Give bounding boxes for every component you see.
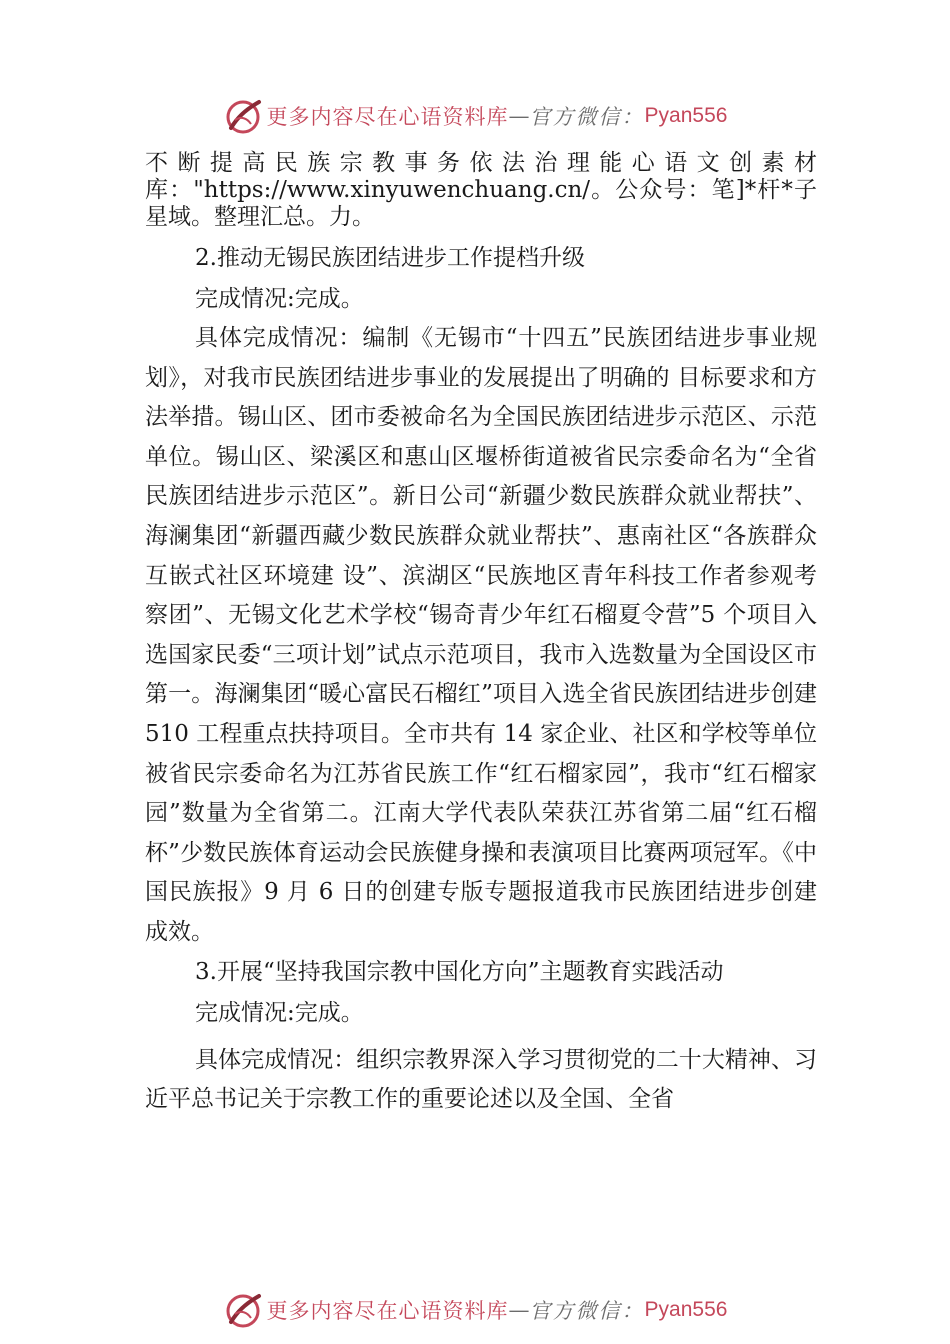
header-banner	[0, 94, 950, 138]
banner-wechat-label: 官方微信：	[529, 105, 645, 129]
section2-heading: 2.推动无锡民族团结进步工作提档升级	[195, 245, 585, 271]
section3-heading: 3.开展“坚持我国宗教中国化方向”主题教育实践活动	[195, 958, 724, 985]
banner-dash: —	[508, 1298, 530, 1322]
banner-dash: —	[508, 104, 530, 128]
banner-text: 更多内容尽在心语资料库	[266, 105, 509, 129]
banner-wechat-id: Pyan556	[644, 104, 728, 127]
banner-wechat-id: Pyan556	[644, 1298, 728, 1321]
brush-circle-logo-icon	[223, 1290, 263, 1330]
section3-detail: 具体完成情况：组织宗教界深入学习贯彻党的二十大精神、习近平总书记关于宗教工作的重要论述以及全国、全省	[145, 1046, 817, 1113]
intro-paragraph: 不断提高民族宗教事务依法治理能心语文创素材库："https://www.xinyuwenchuang.cn/。公众号：笔]*杆*子星域。整理汇总。力。	[145, 150, 817, 230]
document-body	[145, 150, 817, 1120]
footer-banner	[0, 1288, 950, 1332]
banner-text: 更多内容尽在心语资料库	[266, 1299, 509, 1323]
section2-detail: 具体完成情况：编制《无锡市“十四五”民族团结进步事业规划》，对我市民族团结进步事业的发展提出了明确的 目标要求和方法举措。锡山区、团市委被命名为全国民族团结进步示范区、示范单位。锡山区、梁溪区和惠山区堰桥街道被省民宗委命名为“全省民族团结进步示范区”。新日公司“新疆少数民族群众就业帮扶”、海澜集团“新疆西藏少数民族群众就业帮扶”、惠南社区“各族群众互嵌式社区环境建 设”、滨湖区“民族地区青年科技工作者参观考察团”、无锡文化艺术学校“锡奇青少年红石榴夏令营”5 个项目入选国家民委“三项计划”试点示范项目，我市入选数量为全国设区市第一。海澜集团“暖心富民石榴红”项目入选全省民族团结进步创建 510 工程重点扶持项目。全市共有 14 家企业、社区和学校等单位被省民宗委命名为江苏省民族工作“红石榴家园”，我市“红石榴家园”数量为全省第二。江南大学代表队荣获江苏省第二届“红石榴杯”少数民族体育运动会民族健身操和表演项目比赛两项冠军。《中国民族报》9 月 6 日的创建专版专题报道我市民族团结进步创建成效。	[145, 325, 817, 945]
section2-status: 完成情况:完成。	[195, 286, 364, 312]
banner-wechat-label: 官方微信：	[529, 1299, 645, 1323]
brush-circle-logo-icon	[223, 96, 263, 136]
section3-status: 完成情况:完成。	[195, 999, 364, 1026]
